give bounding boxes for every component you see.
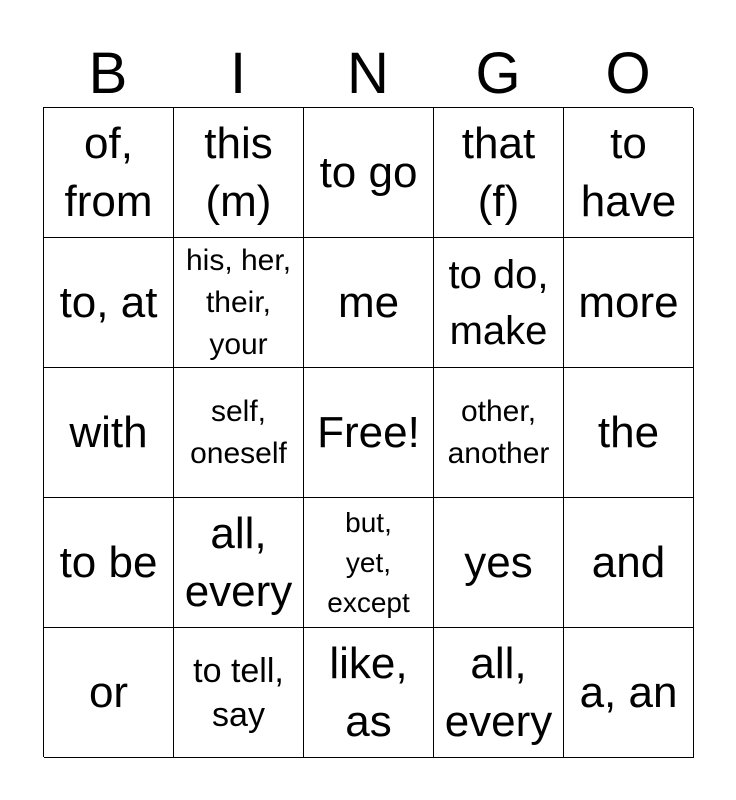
header-letter-i: I <box>229 41 247 106</box>
bingo-cell[interactable]: like, as <box>304 628 434 758</box>
bingo-cell[interactable]: me <box>304 238 434 368</box>
bingo-cell-free[interactable]: self, oneself <box>174 368 304 498</box>
bingo-cell[interactable]: to have <box>564 108 694 238</box>
bingo-header <box>43 40 693 108</box>
header-letter-o: O <box>605 41 651 106</box>
bingo-free-space[interactable]: Free! <box>304 368 434 498</box>
bingo-cell[interactable]: to do, make <box>434 238 564 368</box>
bingo-cell[interactable]: that (f) <box>434 108 564 238</box>
bingo-cell[interactable]: all, every <box>174 498 304 628</box>
bingo-cell[interactable]: to be <box>44 498 174 628</box>
header-letter-b: B <box>88 41 128 106</box>
bingo-cell[interactable]: his, her, their, your <box>174 238 304 368</box>
bingo-cell[interactable]: more <box>564 238 694 368</box>
bingo-board <box>43 107 693 757</box>
bingo-cell[interactable]: the <box>564 368 694 498</box>
bingo-cell[interactable]: a, an <box>564 628 694 758</box>
bingo-cell[interactable]: to go <box>304 108 434 238</box>
header-letter-g: G <box>475 41 521 106</box>
bingo-cell[interactable]: or <box>44 628 174 758</box>
bingo-cell[interactable]: of, from <box>44 108 174 238</box>
bingo-cell[interactable]: to tell, say <box>174 628 304 758</box>
bingo-cell[interactable]: all, every <box>434 628 564 758</box>
bingo-cell[interactable]: other, another <box>434 368 564 498</box>
bingo-cell[interactable]: but, yet, except <box>304 498 434 628</box>
bingo-cell[interactable]: to, at <box>44 238 174 368</box>
bingo-cell[interactable]: yes <box>434 498 564 628</box>
header-letter-n: N <box>347 41 389 106</box>
bingo-cell[interactable]: and <box>564 498 694 628</box>
bingo-cell[interactable]: with <box>44 368 174 498</box>
bingo-cell[interactable]: this (m) <box>174 108 304 238</box>
